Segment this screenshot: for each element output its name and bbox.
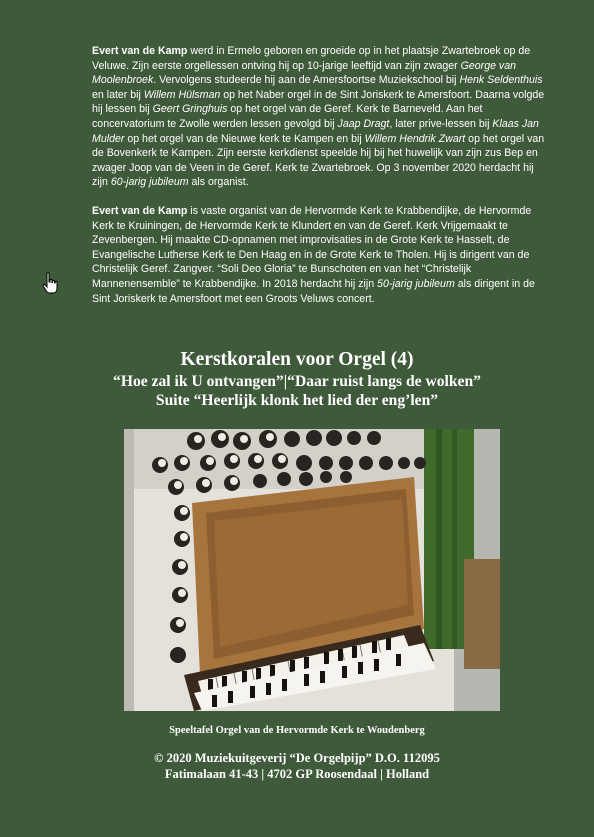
text-run: op het orgel van de Nieuwe kerk te Kampen en bij — [124, 132, 365, 145]
italic-text: 50-jarig jubileum — [377, 277, 455, 290]
italic-text: Klaas Jan Mulder — [92, 117, 539, 145]
biography — [92, 44, 552, 320]
italic-text: Willem Hülsman — [143, 88, 221, 101]
bold-text: Evert van de Kamp — [92, 204, 188, 217]
bold-text: Evert van de Kamp — [92, 45, 188, 57]
text-run: , later prive-lessen bij — [389, 117, 493, 130]
text-run: als dirigent in de Sint Joriskerk te Amersfoort met een Groots Veluws concert. — [92, 277, 535, 305]
organ-console-photo — [124, 429, 500, 711]
subtitle-line: “Hoe zal ik U ontvangen”|“Daar ruist langs de wolken” — [113, 373, 481, 390]
text-run: op het orgel van de Bovenkerk te Kampen. Zijn eerste kerkdienst speelde hij bij het huwelijk van zijn zus Bep en zwager Joop van de Veen in de Geref. Kerk te Zwartebroek. Op 3 november 2020 herdacht hij zijn — [92, 132, 545, 189]
italic-text: Jaap Dragt — [337, 117, 390, 130]
publisher-info — [0, 750, 594, 782]
title-block — [0, 348, 594, 410]
text-run: als organist. — [188, 176, 249, 189]
suite-title: Suite “Heerlijk klonk het lied der eng’len” — [155, 392, 439, 409]
text-run: is vaste organist van de Hervormde Kerk te Krabbendijke, de Hervormde Kerk te Kruiningen, de Hervormde Kerk te Klundert en van de Geref. Kerk Vrijgemaakt te Zevenbergen. Hij maakte CD-opnamen met improvisaties in de Grote Kerk te Hasselt, de Evangelische Lutherse Kerk te Den Haag en in de Grote Kerk te Tholen. Hij is dirigent van de Christelijk Geref. Zangver. “Soli Deo Gloria” te Bunschoten en van het “Christelijk Mannenensemble” te Krabbendijke. In 2018 herdacht hij zijn — [92, 204, 532, 290]
bio-paragraph-2 — [92, 204, 552, 306]
italic-text: 60-jarig jubileum — [110, 176, 189, 189]
italic-text: George van Moolenbroek — [92, 59, 516, 87]
photo-caption: Speeltafel Orgel van de Hervormde Kerk te Woudenberg — [169, 725, 425, 736]
address-line: Fatimalaan 41-43 | 4702 GP Roosendaal | Holland — [164, 767, 430, 781]
text-run: op het Naber orgel in de Sint Joriskerk te Amersfoort. Daarna volgde hij lessen bij — [92, 88, 545, 116]
italic-text: Willem Hendrik Zwart — [364, 132, 466, 145]
copyright-line: © 2020 Muziekuitgeverij “De Orgelpijp” D.O. 112095 — [154, 751, 440, 765]
main-title: Kerstkoralen voor Orgel (4) — [180, 349, 414, 370]
hand-pointer-icon — [42, 272, 58, 296]
text-run: op het orgel van de Geref. Kerk te Barneveld. Aan het concervatorium te Zwolle werden lessen gevolgd bij — [92, 103, 483, 130]
text-run: . Vervolgens studeerde hij aan de Amersfoortse Muziekschool bij — [153, 74, 460, 87]
text-run: en later bij — [92, 88, 144, 101]
italic-text: Geert Gringhuis — [152, 103, 228, 116]
italic-text: Henk Seldenthuis — [459, 74, 543, 87]
bio-paragraph-1 — [92, 44, 552, 190]
text-run: werd in Ermelo geboren en groeide op in het plaatsje Zwartebroek op de Veluwe. Zijn eerste orgellessen ontving hij op 10-jarige leeftijd van zijn zwager — [92, 45, 531, 72]
